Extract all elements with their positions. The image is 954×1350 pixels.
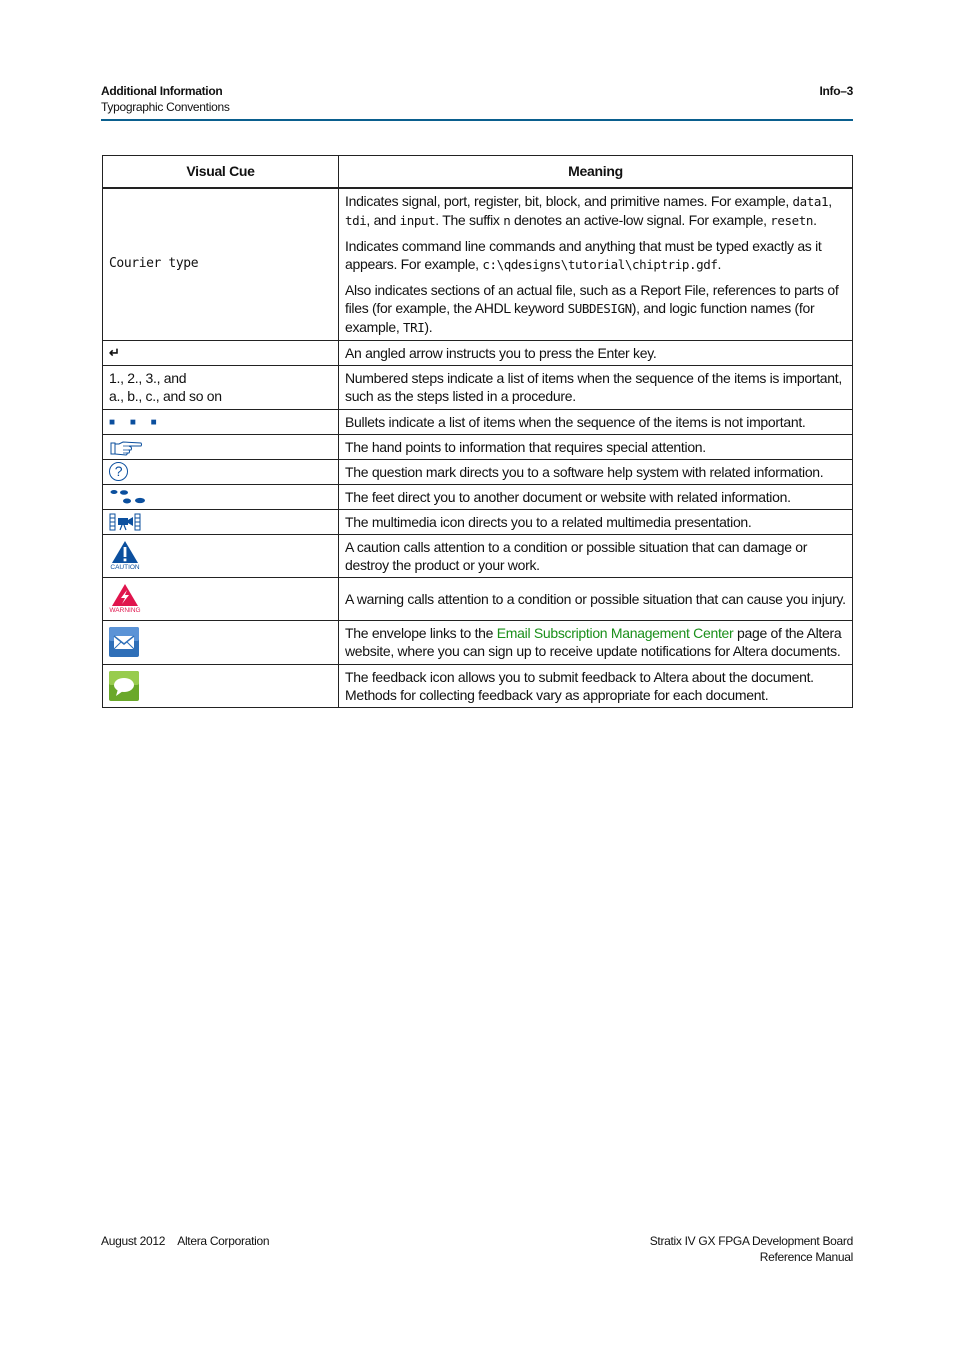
table-row — [103, 365, 853, 409]
cue-question — [103, 459, 339, 484]
cue-enter-arrow — [103, 340, 339, 365]
feedback-icon — [109, 671, 139, 701]
table-row — [103, 188, 853, 341]
cue-feedback — [103, 664, 339, 707]
cue-multimedia — [103, 509, 339, 534]
footer-doc-type: Reference Manual — [759, 1250, 853, 1264]
footer-right — [650, 1233, 853, 1265]
meaning-hand: The hand points to information that requires special attention. — [339, 434, 853, 459]
caution-icon: CAUTION — [109, 540, 141, 571]
subsection-title: Typographic Conventions — [101, 100, 230, 114]
page-number: Info–3 — [819, 84, 853, 98]
meaning-numbered-steps: Numbered steps indicate a list of items when the sequence of the items is important, such as the steps listed in a procedure. — [339, 365, 853, 409]
table-row — [103, 577, 853, 620]
table-row — [103, 340, 853, 365]
meaning-multimedia: The multimedia icon directs you to a related multimedia presentation. — [339, 509, 853, 534]
table-row — [103, 459, 853, 484]
conventions-table — [102, 155, 853, 708]
meaning-warning: A warning calls attention to a condition or possible situation that can cause you injury. — [339, 577, 853, 620]
meaning-feet: The feet direct you to another document or website with related information. — [339, 484, 853, 509]
multimedia-icon — [109, 513, 141, 531]
cue-courier-type: Courier type — [103, 188, 339, 341]
table-row — [103, 409, 853, 434]
pointing-hand-icon — [109, 440, 143, 456]
cue-feet — [103, 484, 339, 509]
column-header-visual-cue: Visual Cue — [103, 156, 339, 188]
enter-arrow-icon: ↵ — [109, 345, 120, 360]
meaning-courier-type — [339, 188, 853, 341]
footer-left — [101, 1233, 269, 1249]
table-row — [103, 484, 853, 509]
meaning-bullets: Bullets indicate a list of items when the sequence of the items is not important. — [339, 409, 853, 434]
table-header-row — [103, 156, 853, 188]
footer-company: Altera Corporation — [177, 1234, 270, 1248]
meaning-paragraph: Also indicates sections of an actual file, such as a Report File, references to parts of files (for example, the AHDL keyword SUBDESIGN), and logic function names (for example, TRI). — [345, 281, 839, 335]
cue-bullets — [103, 409, 339, 434]
cue-warning — [103, 577, 339, 620]
meaning-caution: A caution calls attention to a condition or possible situation that can damage or destroy the product or your work. — [339, 534, 853, 577]
cue-numbered-steps: 1., 2., 3., and a., b., c., and so on — [103, 365, 339, 409]
warning-icon: WARNING — [109, 583, 141, 614]
envelope-icon — [109, 627, 139, 657]
email-subscription-link[interactable]: Email Subscription Management Center — [496, 625, 734, 641]
meaning-paragraph: Indicates signal, port, register, bit, block, and primitive names. For example, data1, tdi, and input. The suffix n denotes an active-low signal. For example, resetn. — [345, 192, 832, 228]
cue-hand — [103, 434, 339, 459]
cue-caution — [103, 534, 339, 577]
table-row — [103, 434, 853, 459]
bullets-icon: ■ ■ ■ — [109, 417, 163, 428]
meaning-enter-arrow: An angled arrow instructs you to press the Enter key. — [339, 340, 853, 365]
page-header — [101, 83, 853, 121]
feet-icon — [109, 488, 147, 506]
cue-envelope — [103, 620, 339, 664]
question-mark-icon: ? — [109, 462, 128, 481]
meaning-envelope: The envelope links to the Email Subscription Management Center page of the Altera website, where you can sign up to receive update notifications for Altera documents. — [339, 620, 853, 664]
table-row — [103, 664, 853, 707]
meaning-paragraph: Indicates command line commands and anything that must be typed exactly as it appears. For example, c:\qdesigns\tutorial\chiptrip.gdf. — [345, 237, 822, 272]
footer-doc-title: Stratix IV GX FPGA Development Board — [649, 1234, 853, 1248]
table-row — [103, 620, 853, 664]
section-title: Additional Information — [101, 84, 223, 98]
table-row — [103, 534, 853, 577]
table-row — [103, 509, 853, 534]
meaning-feedback: The feedback icon allows you to submit feedback to Altera about the document. Methods for collecting feedback vary as appropriate for each document. — [339, 664, 853, 707]
meaning-question: The question mark directs you to a software help system with related information. — [339, 459, 853, 484]
column-header-meaning: Meaning — [339, 156, 853, 188]
footer-date: August 2012 — [101, 1234, 166, 1248]
